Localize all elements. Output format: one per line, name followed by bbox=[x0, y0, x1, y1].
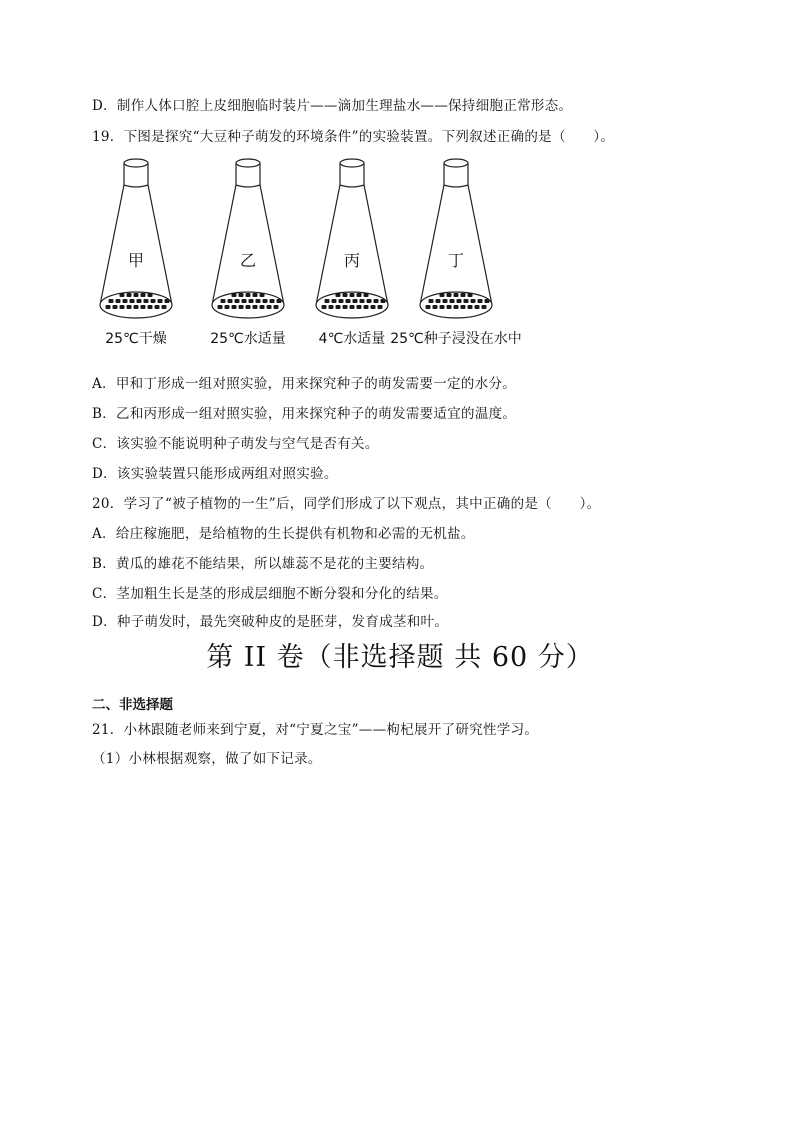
flask-label: 丙 bbox=[343, 251, 361, 270]
q20-option-c: C．茎加粗生长是茎的形成层细胞不断分裂和分化的结果。 bbox=[92, 586, 448, 602]
flask-condition: 4℃水适量 bbox=[318, 331, 386, 347]
part-two-heading: 第 II 卷（非选择题 共 60 分） bbox=[206, 642, 594, 673]
flask-1 bbox=[100, 159, 172, 347]
q20-option-b: B．黄瓜的雄花不能结果，所以雄蕊不是花的主要结构。 bbox=[92, 556, 434, 572]
flask-3 bbox=[316, 159, 388, 347]
flask-condition: 25℃种子浸没在水中 bbox=[390, 331, 522, 347]
section-title: 二、非选择题 bbox=[92, 697, 173, 713]
q19-option-b: B．乙和丙形成一组对照实验，用来探究种子的萌发需要适宜的温度。 bbox=[92, 406, 517, 422]
q21-stem: 21．小林跟随老师来到宁夏，对“宁夏之宝”——枸杞展开了研究性学习。 bbox=[92, 722, 539, 738]
q20-option-d: D．种子萌发时，最先突破种皮的是胚芽，发育成茎和叶。 bbox=[92, 614, 449, 630]
q19-stem: 19．下图是探究“大豆种子萌发的环境条件”的实验装置。下列叙述正确的是（ ）。 bbox=[92, 129, 615, 145]
q21-part-1: （1）小林根据观察，做了如下记录。 bbox=[92, 751, 322, 767]
q19-option-c: C．该实验不能说明种子萌发与空气是否有关。 bbox=[92, 436, 379, 452]
flask-4 bbox=[390, 159, 522, 347]
q20-stem: 20．学习了“被子植物的一生”后，同学们形成了以下观点，其中正确的是（ ）。 bbox=[92, 496, 601, 512]
flask-2 bbox=[210, 159, 286, 347]
flask-condition: 25℃水适量 bbox=[210, 331, 286, 347]
flask-condition: 25℃干燥 bbox=[105, 331, 167, 347]
flask-label: 丁 bbox=[447, 251, 465, 270]
q18-option-d: D．制作人体口腔上皮细胞临时装片——滴加生理盐水——保持细胞正常形态。 bbox=[92, 98, 573, 114]
q19-option-d: D．该实验装置只能形成两组对照实验。 bbox=[92, 466, 338, 482]
flask-label: 甲 bbox=[127, 251, 145, 270]
q20-option-a: A．给庄稼施肥，是给植物的生长提供有机物和必需的无机盐。 bbox=[92, 526, 475, 542]
flask-label: 乙 bbox=[239, 251, 257, 270]
q19-option-a: A．甲和丁形成一组对照实验，用来探究种子的萌发需要一定的水分。 bbox=[92, 376, 517, 392]
seed-germination-figure bbox=[90, 155, 550, 350]
